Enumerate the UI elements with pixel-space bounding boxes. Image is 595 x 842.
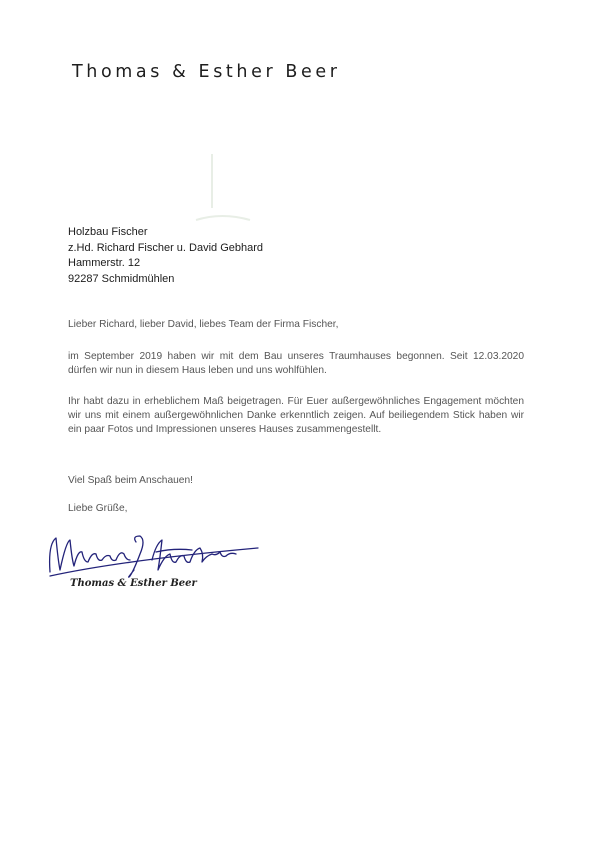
handwritten-signature (44, 530, 264, 600)
recipient-attention: z.Hd. Richard Fischer u. David Gebhard (68, 241, 264, 254)
sender-letterhead: Thomas & Esther Beer (72, 62, 341, 82)
closing: Liebe Grüße, (68, 503, 128, 514)
paragraph-3: Viel Spaß beim Anschauen! (68, 475, 193, 486)
paragraph-2: Ihr habt dazu in erheblichem Maß beigetragen. Für Euer außergewöhnliches Engagement möchten wir uns mit einem außergewöhnlichen Danke erkenntlich zeigen. Auf beiliegendem Stick haben wir ein paar Fotos und Impressionen unseres Hauses zusammengestellt. (68, 396, 524, 435)
recipient-company: Holzbau Fischer (68, 226, 148, 238)
recipient-city: 92287 Schmidmühlen (68, 272, 175, 285)
signature-printed-name: Thomas & Esther Beer (70, 578, 197, 589)
faint-watermark (192, 150, 252, 230)
recipient-street: Hammerstr. 12 (68, 257, 141, 269)
salutation: Lieber Richard, lieber David, liebes Team der Firma Fischer, (68, 319, 339, 330)
recipient-address (68, 225, 263, 287)
paragraph-1: im September 2019 haben wir mit dem Bau unseres Traumhauses begonnen. Seit 12.03.2020 dürfen wir nun in diesem Haus leben und uns wohlfühlen. (68, 351, 524, 376)
